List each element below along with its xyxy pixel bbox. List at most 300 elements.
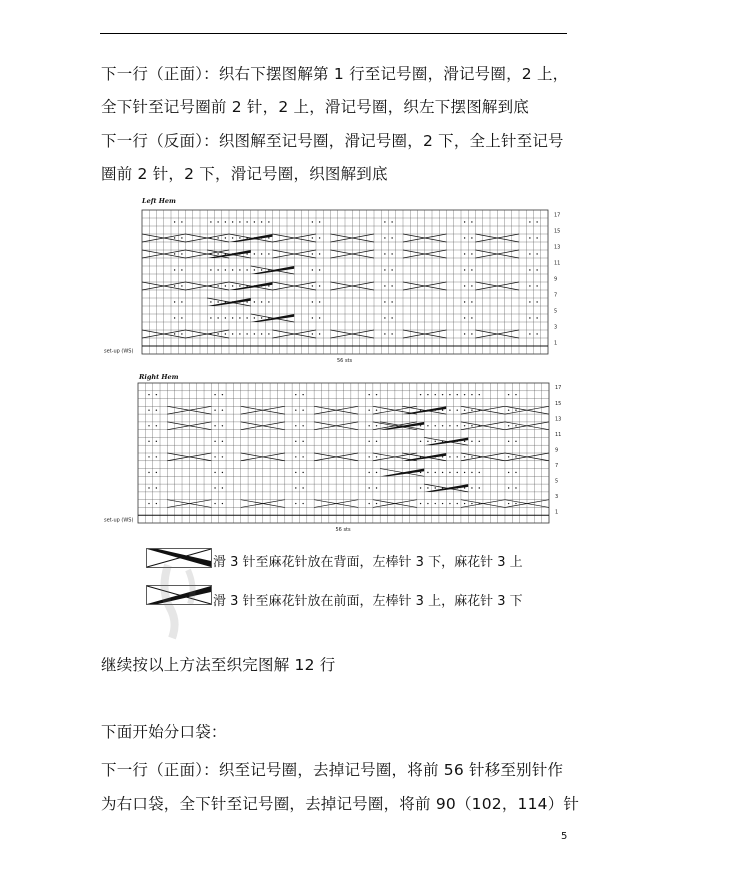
purl-dot	[449, 425, 450, 426]
purl-dot	[464, 503, 465, 504]
purl-dot	[268, 221, 269, 222]
purl-dot	[225, 269, 226, 270]
row-number-label: 7	[554, 292, 558, 299]
row-number-label: 3	[554, 324, 558, 331]
purl-dot	[464, 487, 465, 488]
purl-dot	[471, 487, 472, 488]
purl-dot	[210, 317, 211, 318]
purl-dot	[420, 425, 421, 426]
purl-dot	[225, 333, 226, 334]
purl-dot	[222, 441, 223, 442]
purl-dot	[449, 456, 450, 457]
purl-dot	[312, 301, 313, 302]
purl-dot	[464, 456, 465, 457]
purl-dot	[471, 285, 472, 286]
purl-dot	[214, 441, 215, 442]
paragraph-2: 全下针至记号圈前 2 针，2 上，滑记号圈，织左下摆图解到底	[101, 98, 530, 116]
purl-dot	[148, 456, 149, 457]
row-number-label: 13	[554, 244, 561, 251]
purl-dot	[471, 253, 472, 254]
purl-dot	[319, 317, 320, 318]
purl-dot	[376, 441, 377, 442]
purl-dot	[156, 394, 157, 395]
purl-dot	[312, 237, 313, 238]
purl-dot	[222, 425, 223, 426]
purl-dot	[464, 425, 465, 426]
purl-dot	[515, 394, 516, 395]
purl-dot	[515, 487, 516, 488]
purl-dot	[246, 301, 247, 302]
row-number-label: 7	[555, 463, 559, 469]
purl-dot	[515, 425, 516, 426]
purl-dot	[442, 503, 443, 504]
purl-dot	[295, 410, 296, 411]
purl-dot	[239, 237, 240, 238]
purl-dot	[232, 333, 233, 334]
purl-dot	[302, 410, 303, 411]
purl-dot	[225, 221, 226, 222]
purl-dot	[457, 503, 458, 504]
purl-dot	[268, 237, 269, 238]
purl-dot	[319, 333, 320, 334]
purl-dot	[464, 394, 465, 395]
purl-dot	[442, 472, 443, 473]
purl-dot	[302, 441, 303, 442]
purl-dot	[391, 333, 392, 334]
row-number-label: 5	[554, 308, 558, 315]
purl-dot	[376, 472, 377, 473]
purl-dot	[222, 394, 223, 395]
paragraph-7: 下一行（正面）：织至记号圈，去掉记号圈，将前 56 针移至别针作	[101, 761, 564, 779]
purl-dot	[295, 441, 296, 442]
purl-dot	[515, 472, 516, 473]
right-hem-chart	[100, 380, 570, 538]
purl-dot	[442, 456, 443, 457]
paragraph-5: 继续按以上方法至织完图解 12 行	[101, 656, 336, 674]
purl-dot	[464, 221, 465, 222]
purl-dot	[302, 394, 303, 395]
purl-dot	[508, 425, 509, 426]
purl-dot	[319, 285, 320, 286]
top-rule	[100, 33, 567, 34]
purl-dot	[376, 394, 377, 395]
purl-dot	[515, 503, 516, 504]
purl-dot	[471, 425, 472, 426]
purl-dot	[536, 221, 537, 222]
purl-dot	[148, 394, 149, 395]
purl-dot	[435, 472, 436, 473]
purl-dot	[508, 394, 509, 395]
purl-dot	[217, 317, 218, 318]
row-number-label: 17	[555, 385, 562, 392]
purl-dot	[442, 425, 443, 426]
purl-dot	[217, 237, 218, 238]
purl-dot	[254, 317, 255, 318]
purl-dot	[435, 487, 436, 488]
row-number-label: 9	[555, 447, 559, 454]
paragraph-3: 下一行（反面）：织图解至记号圈，滑记号圈，2 下，全上针至记号	[101, 132, 564, 150]
purl-dot	[148, 425, 149, 426]
purl-dot	[479, 472, 480, 473]
purl-dot	[254, 269, 255, 270]
purl-dot	[222, 472, 223, 473]
purl-dot	[384, 237, 385, 238]
purl-dot	[261, 253, 262, 254]
purl-dot	[471, 221, 472, 222]
purl-dot	[217, 333, 218, 334]
purl-dot	[435, 441, 436, 442]
right-hem-title: Right Hem	[139, 373, 179, 381]
purl-dot	[536, 333, 537, 334]
purl-dot	[479, 441, 480, 442]
purl-dot	[536, 269, 537, 270]
purl-dot	[295, 472, 296, 473]
purl-dot	[471, 394, 472, 395]
purl-dot	[376, 410, 377, 411]
purl-dot	[217, 253, 218, 254]
purl-dot	[508, 487, 509, 488]
purl-dot	[261, 333, 262, 334]
purl-dot	[295, 487, 296, 488]
purl-dot	[457, 456, 458, 457]
purl-dot	[214, 394, 215, 395]
purl-dot	[471, 237, 472, 238]
purl-dot	[217, 221, 218, 222]
purl-dot	[391, 253, 392, 254]
purl-dot	[384, 285, 385, 286]
purl-dot	[435, 503, 436, 504]
purl-dot	[239, 269, 240, 270]
legend-back-cross: 滑 3 针至麻花针放在背面，左棒针 3 下，麻花针 3 上	[213, 555, 523, 570]
purl-dot	[222, 503, 223, 504]
legend-front-cross: 滑 3 针至麻花针放在前面，左棒针 3 上，麻花针 3 下	[213, 594, 523, 609]
purl-dot	[217, 269, 218, 270]
stitch-count-label: 56 sts	[337, 358, 353, 364]
purl-dot	[174, 253, 175, 254]
purl-dot	[368, 425, 369, 426]
purl-dot	[232, 317, 233, 318]
purl-dot	[368, 472, 369, 473]
purl-dot	[214, 410, 215, 411]
purl-dot	[508, 456, 509, 457]
purl-dot	[261, 221, 262, 222]
row-number-label: 5	[555, 478, 559, 485]
purl-dot	[232, 221, 233, 222]
purl-dot	[449, 394, 450, 395]
purl-dot	[239, 333, 240, 334]
purl-dot	[368, 456, 369, 457]
purl-dot	[319, 237, 320, 238]
purl-dot	[536, 301, 537, 302]
purl-dot	[471, 472, 472, 473]
purl-dot	[464, 237, 465, 238]
purl-dot	[471, 301, 472, 302]
purl-dot	[312, 333, 313, 334]
purl-dot	[214, 425, 215, 426]
purl-dot	[384, 253, 385, 254]
purl-dot	[529, 221, 530, 222]
row-number-label: 13	[555, 416, 562, 423]
purl-dot	[181, 317, 182, 318]
purl-dot	[174, 317, 175, 318]
purl-dot	[536, 285, 537, 286]
purl-dot	[376, 487, 377, 488]
purl-dot	[210, 221, 211, 222]
purl-dot	[508, 441, 509, 442]
purl-dot	[181, 269, 182, 270]
purl-dot	[261, 317, 262, 318]
page-number: 5	[561, 831, 568, 842]
purl-dot	[464, 333, 465, 334]
purl-dot	[471, 503, 472, 504]
purl-dot	[217, 285, 218, 286]
purl-dot	[148, 410, 149, 411]
purl-dot	[442, 410, 443, 411]
purl-dot	[464, 317, 465, 318]
row-number-label: 11	[554, 260, 561, 267]
purl-dot	[302, 487, 303, 488]
purl-dot	[529, 333, 530, 334]
row-number-label: 15	[554, 228, 561, 235]
purl-dot	[529, 237, 530, 238]
setup-label: set-up (WS)	[104, 517, 134, 524]
purl-dot	[156, 425, 157, 426]
purl-dot	[210, 269, 211, 270]
purl-dot	[427, 503, 428, 504]
purl-dot	[246, 221, 247, 222]
purl-dot	[181, 237, 182, 238]
purl-dot	[427, 472, 428, 473]
purl-dot	[232, 269, 233, 270]
purl-dot	[181, 333, 182, 334]
left-hem-chart	[100, 205, 570, 365]
purl-dot	[181, 301, 182, 302]
purl-dot	[391, 221, 392, 222]
purl-dot	[368, 410, 369, 411]
purl-dot	[214, 503, 215, 504]
purl-dot	[174, 333, 175, 334]
purl-dot	[239, 285, 240, 286]
purl-dot	[174, 285, 175, 286]
purl-dot	[246, 253, 247, 254]
purl-dot	[312, 253, 313, 254]
purl-dot	[427, 394, 428, 395]
purl-dot	[295, 425, 296, 426]
purl-dot	[232, 285, 233, 286]
purl-dot	[471, 441, 472, 442]
purl-dot	[420, 472, 421, 473]
purl-dot	[295, 394, 296, 395]
purl-dot	[529, 301, 530, 302]
purl-dot	[312, 317, 313, 318]
row-number-label: 15	[555, 400, 562, 407]
purl-dot	[268, 285, 269, 286]
paragraph-4: 圈前 2 针，2 下，滑记号圈，织图解到底	[101, 165, 388, 183]
left-hem-title: Left Hem	[142, 197, 176, 205]
purl-dot	[319, 269, 320, 270]
purl-dot	[268, 301, 269, 302]
purl-dot	[427, 487, 428, 488]
paragraph-8: 为右口袋，全下针至记号圈，去掉记号圈，将前 90（102，114）针	[101, 795, 580, 813]
purl-dot	[254, 253, 255, 254]
purl-dot	[471, 317, 472, 318]
purl-dot	[246, 333, 247, 334]
purl-dot	[268, 333, 269, 334]
purl-dot	[181, 285, 182, 286]
purl-dot	[214, 487, 215, 488]
purl-dot	[368, 487, 369, 488]
row-number-label: 9	[554, 276, 558, 283]
purl-dot	[391, 285, 392, 286]
purl-dot	[529, 269, 530, 270]
row-number-label: 3	[555, 494, 559, 501]
row-number-label: 1	[554, 340, 558, 347]
purl-dot	[246, 317, 247, 318]
purl-dot	[295, 456, 296, 457]
purl-dot	[457, 472, 458, 473]
purl-dot	[464, 472, 465, 473]
purl-dot	[529, 253, 530, 254]
purl-dot	[449, 410, 450, 411]
purl-dot	[449, 472, 450, 473]
purl-dot	[302, 425, 303, 426]
purl-dot	[464, 301, 465, 302]
watermark-graphic	[150, 560, 210, 640]
purl-dot	[156, 472, 157, 473]
purl-dot	[427, 425, 428, 426]
purl-dot	[508, 472, 509, 473]
row-number-label: 17	[554, 212, 561, 219]
purl-dot	[449, 503, 450, 504]
purl-dot	[508, 410, 509, 411]
purl-dot	[148, 441, 149, 442]
purl-dot	[515, 456, 516, 457]
row-number-label: 1	[555, 509, 559, 516]
paragraph-6: 下面开始分口袋：	[101, 723, 227, 741]
stitch-count-label: 56 sts	[335, 527, 351, 533]
purl-dot	[420, 441, 421, 442]
purl-dot	[384, 317, 385, 318]
purl-dot	[312, 221, 313, 222]
purl-dot	[442, 394, 443, 395]
purl-dot	[214, 472, 215, 473]
purl-dot	[254, 333, 255, 334]
purl-dot	[464, 285, 465, 286]
purl-dot	[217, 301, 218, 302]
paragraph-1: 下一行（正面）：织右下摆图解第 1 行至记号圈，滑记号圈，2 上，	[101, 65, 569, 83]
purl-dot	[225, 317, 226, 318]
purl-dot	[148, 472, 149, 473]
purl-dot	[508, 503, 509, 504]
purl-dot	[464, 410, 465, 411]
purl-dot	[156, 441, 157, 442]
purl-dot	[246, 269, 247, 270]
purl-dot	[529, 317, 530, 318]
purl-dot	[225, 285, 226, 286]
purl-dot	[457, 410, 458, 411]
purl-dot	[261, 269, 262, 270]
purl-dot	[384, 221, 385, 222]
purl-dot	[376, 503, 377, 504]
purl-dot	[210, 301, 211, 302]
purl-dot	[515, 410, 516, 411]
purl-dot	[319, 301, 320, 302]
purl-dot	[479, 487, 480, 488]
purl-dot	[222, 487, 223, 488]
purl-dot	[312, 269, 313, 270]
purl-dot	[420, 487, 421, 488]
purl-dot	[457, 425, 458, 426]
purl-dot	[384, 269, 385, 270]
purl-dot	[156, 503, 157, 504]
purl-dot	[420, 503, 421, 504]
purl-dot	[471, 456, 472, 457]
purl-dot	[174, 269, 175, 270]
purl-dot	[174, 221, 175, 222]
purl-dot	[391, 237, 392, 238]
purl-dot	[181, 221, 182, 222]
purl-dot	[368, 503, 369, 504]
purl-dot	[181, 253, 182, 254]
purl-dot	[471, 410, 472, 411]
purl-dot	[384, 333, 385, 334]
purl-dot	[174, 301, 175, 302]
purl-dot	[156, 456, 157, 457]
purl-dot	[268, 253, 269, 254]
purl-dot	[214, 456, 215, 457]
purl-dot	[464, 269, 465, 270]
purl-dot	[368, 441, 369, 442]
purl-dot	[464, 441, 465, 442]
purl-dot	[435, 425, 436, 426]
purl-dot	[222, 456, 223, 457]
purl-dot	[222, 410, 223, 411]
purl-dot	[319, 221, 320, 222]
setup-label: set-up (WS)	[104, 348, 134, 355]
purl-dot	[427, 441, 428, 442]
purl-dot	[312, 285, 313, 286]
purl-dot	[435, 394, 436, 395]
purl-dot	[376, 425, 377, 426]
purl-dot	[536, 317, 537, 318]
purl-dot	[302, 503, 303, 504]
purl-dot	[156, 410, 157, 411]
purl-dot	[376, 456, 377, 457]
purl-dot	[536, 237, 537, 238]
purl-dot	[239, 221, 240, 222]
purl-dot	[420, 394, 421, 395]
purl-dot	[457, 394, 458, 395]
purl-dot	[464, 253, 465, 254]
purl-dot	[254, 221, 255, 222]
purl-dot	[232, 237, 233, 238]
purl-dot	[391, 317, 392, 318]
purl-dot	[391, 301, 392, 302]
purl-dot	[368, 394, 369, 395]
purl-dot	[302, 472, 303, 473]
purl-dot	[174, 237, 175, 238]
purl-dot	[536, 253, 537, 254]
purl-dot	[295, 503, 296, 504]
purl-dot	[148, 487, 149, 488]
purl-dot	[254, 301, 255, 302]
row-number-label: 11	[555, 431, 562, 438]
purl-dot	[239, 317, 240, 318]
purl-dot	[225, 237, 226, 238]
purl-dot	[391, 269, 392, 270]
purl-dot	[148, 503, 149, 504]
purl-dot	[384, 301, 385, 302]
